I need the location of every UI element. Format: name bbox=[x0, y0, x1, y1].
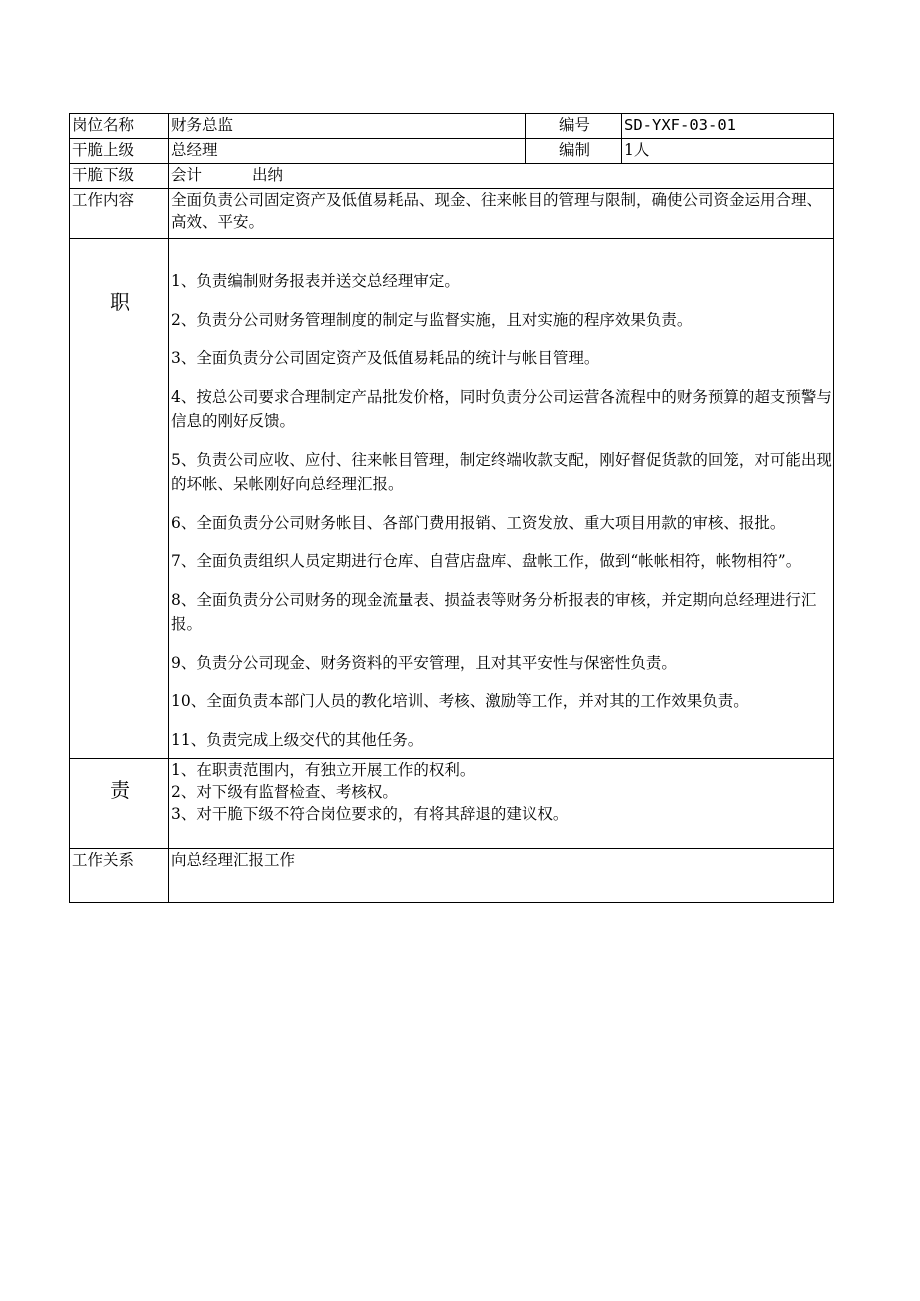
right-item: 3、对干脆下级不符合岗位要求的，有将其辞退的建议权。 bbox=[171, 805, 569, 823]
row-duties bbox=[70, 239, 834, 759]
position-name-label: 岗位名称 bbox=[70, 114, 169, 139]
duty-item: 9、负责分公司现金、财务资料的平安管理，且对其平安性与保密性负责。 bbox=[171, 653, 677, 672]
duties-list bbox=[169, 239, 834, 759]
duty-item: 6、全面负责分公司财务帐目、各部门费用报销、工资发放、重大项目用款的审核、报批。 bbox=[171, 513, 786, 532]
relations-value: 向总经理汇报工作 bbox=[169, 849, 834, 903]
duty-item: 3、全面负责分公司固定资产及低值易耗品的统计与帐目管理。 bbox=[171, 349, 600, 367]
right-item: 1、在职责范围内，有独立开展工作的权利。 bbox=[171, 761, 476, 779]
right-item: 2、对下级有监督检查、考核权。 bbox=[171, 783, 398, 801]
superior-label: 干脆上级 bbox=[70, 139, 169, 164]
duty-item: 11、负责完成上级交代的其他任务。 bbox=[171, 730, 424, 749]
staff-label: 编制 bbox=[526, 139, 622, 164]
rights-list bbox=[169, 759, 834, 849]
position-name-value: 财务总监 bbox=[169, 114, 526, 139]
subordinate-label: 干脆下级 bbox=[70, 164, 169, 189]
staff-value: 1人 bbox=[622, 139, 834, 164]
code-value: SD-YXF-03-01 bbox=[622, 114, 834, 139]
duty-item: 5、负责公司应收、应付、往来帐目管理，制定终端收款支配，刚好督促货款的回笼，对可能出现的坏帐、呆帐刚好向总经理汇报。 bbox=[171, 450, 832, 493]
subordinate-value bbox=[169, 164, 834, 189]
relations-label: 工作关系 bbox=[70, 849, 169, 903]
subordinate-item-accountant: 会计 bbox=[171, 166, 203, 184]
duty-item: 4、按总公司要求合理制定产品批发价格，同时负责分公司运营各流程中的财务预算的超支预警与信息的刚好反馈。 bbox=[171, 387, 832, 430]
duties-label-bottom: 责 bbox=[110, 778, 130, 802]
duty-item: 10、全面负责本部门人员的教化培训、考核、激励等工作，并对其的工作效果负责。 bbox=[171, 692, 749, 710]
row-superior bbox=[70, 139, 834, 164]
rights-label bbox=[70, 759, 169, 849]
job-description-table bbox=[69, 113, 834, 903]
row-work-content bbox=[70, 189, 834, 239]
work-content-label: 工作内容 bbox=[70, 189, 169, 239]
duties-label bbox=[70, 239, 169, 802]
code-label: 编号 bbox=[526, 114, 622, 139]
subordinate-item-cashier: 出纳 bbox=[252, 166, 284, 184]
work-content-value: 全面负责公司固定资产及低值易耗品、现金、往来帐目的管理与限制，确使公司资金运用合理、高效、平安。 bbox=[169, 189, 834, 239]
row-subordinate bbox=[70, 164, 834, 189]
duties-label-top: 职 bbox=[110, 290, 130, 314]
duty-item: 7、全面负责组织人员定期进行仓库、自营店盘库、盘帐工作，做到“帐帐相符，帐物相符”。 bbox=[171, 552, 802, 570]
duty-item: 8、全面负责分公司财务的现金流量表、损益表等财务分析报表的审核，并定期向总经理进行汇报。 bbox=[171, 590, 817, 633]
row-relations bbox=[70, 849, 834, 903]
duty-item: 2、负责分公司财务管理制度的制定与监督实施，且对实施的程序效果负责。 bbox=[171, 310, 693, 329]
row-position-name bbox=[70, 114, 834, 139]
duty-item: 1、负责编制财务报表并送交总经理审定。 bbox=[171, 272, 460, 290]
superior-value: 总经理 bbox=[169, 139, 526, 164]
row-rights bbox=[70, 759, 834, 849]
